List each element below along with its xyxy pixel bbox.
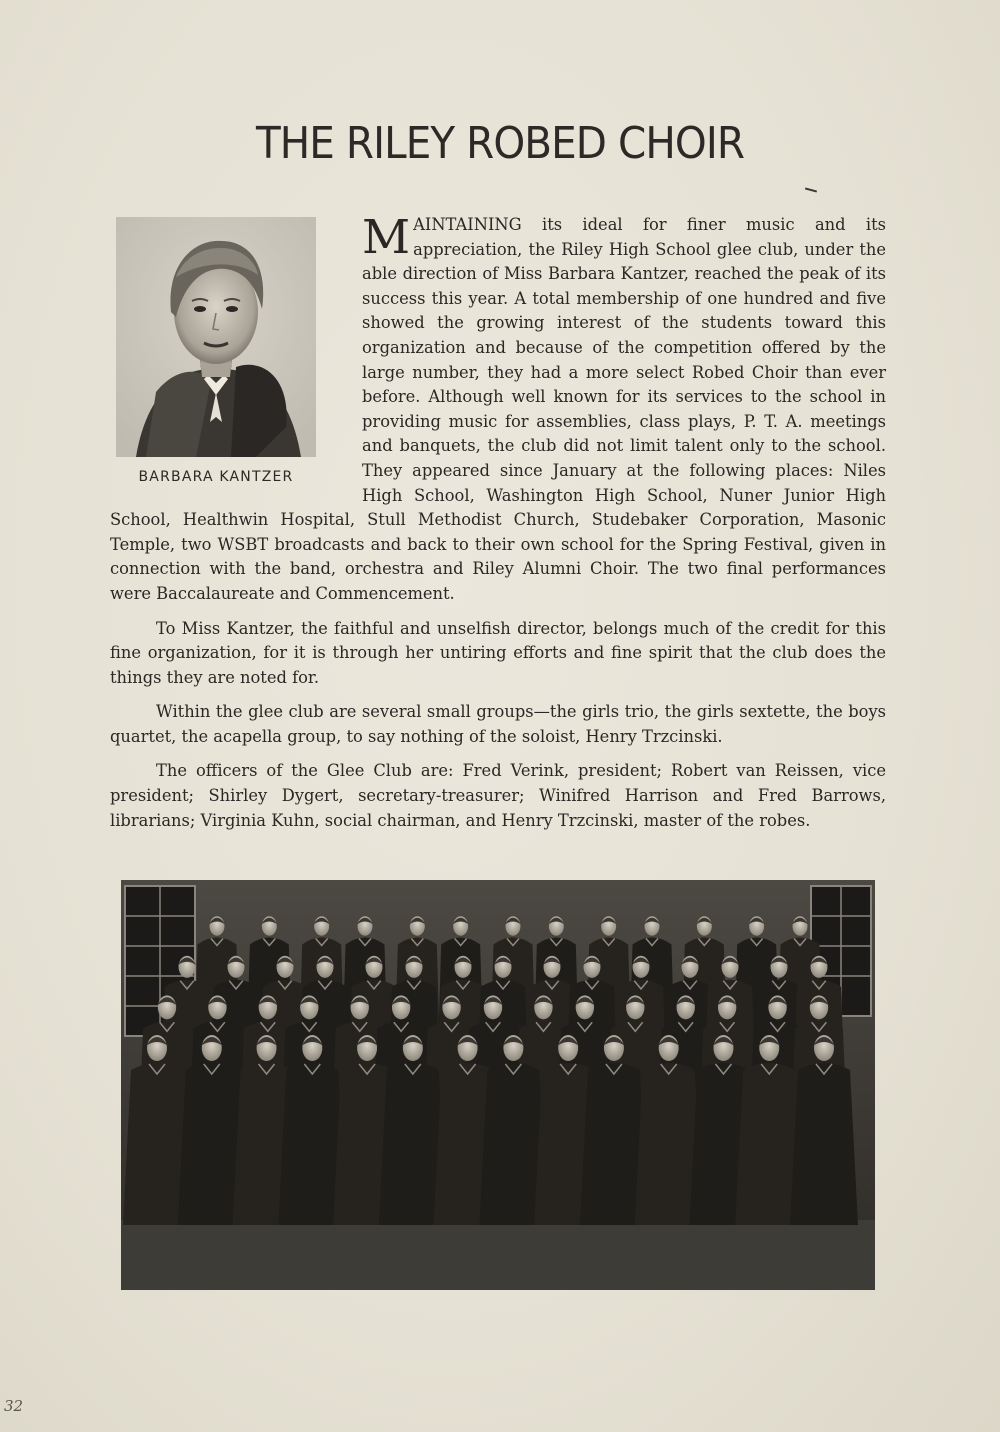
paragraph-4: The officers of the Glee Club are: Fred Verink, president; Robert van Reissen, vice president; Shirley Dygert, secretary-treasurer; Winifred Harrison and Fred Barrows, librarians; Virginia Kuhn, social chairman, and Henry Trzcinski, master of the robes. xyxy=(110,761,886,830)
portrait-caption: BARBARA KANTZER xyxy=(138,469,294,485)
drop-cap: M xyxy=(362,210,411,265)
article-body xyxy=(110,210,886,843)
paragraph-3: Within the glee club are several small groups—the girls trio, the girls sextette, the boys quartet, the acapella group, to say nothing of the soloist, Henry Trzcinski. xyxy=(110,702,886,746)
choir-group-photo xyxy=(121,880,875,1290)
portrait-spacer xyxy=(110,213,362,507)
stray-mark xyxy=(805,187,817,192)
paragraph-1-text: AINTAINING its ideal for finer music and its appreciation, the Riley High School glee club, under the able direction of Miss Barbara Kantzer, reached the peak of its success this year. A total membership of one hundred and five showed the growing interest of the students toward this organization and because of the competition offered by the large number, they had a more select Robed Choir than ever before. Although well known for its services to the school in providing music for assemblies, class plays, P. T. A. meetings and banquets, the club did not limit talent only to the school. They appeared since January at the following places: Niles High School, Washington High School, Nuner Junior High School, Healthwin Hospital, Stull Methodist Church, Studebaker Corporation, Masonic Temple, two WSBT broadcasts and back to their own school for the Spring Festival, given in connection with the band, orchestra and Riley Alumni Choir. The two final performances were Baccalaureate and Commencement. xyxy=(110,215,886,603)
page-title: THE RILEY ROBED CHOIR xyxy=(255,118,745,169)
choir-robe xyxy=(790,1063,858,1225)
paragraph-2: To Miss Kantzer, the faithful and unselfish director, belongs much of the credit for this fine organization, for it is through her untiring efforts and fine spirit that the club does the things they are noted for. xyxy=(110,618,886,687)
page-number: 32 xyxy=(4,1397,24,1415)
choir-image xyxy=(121,880,875,1290)
